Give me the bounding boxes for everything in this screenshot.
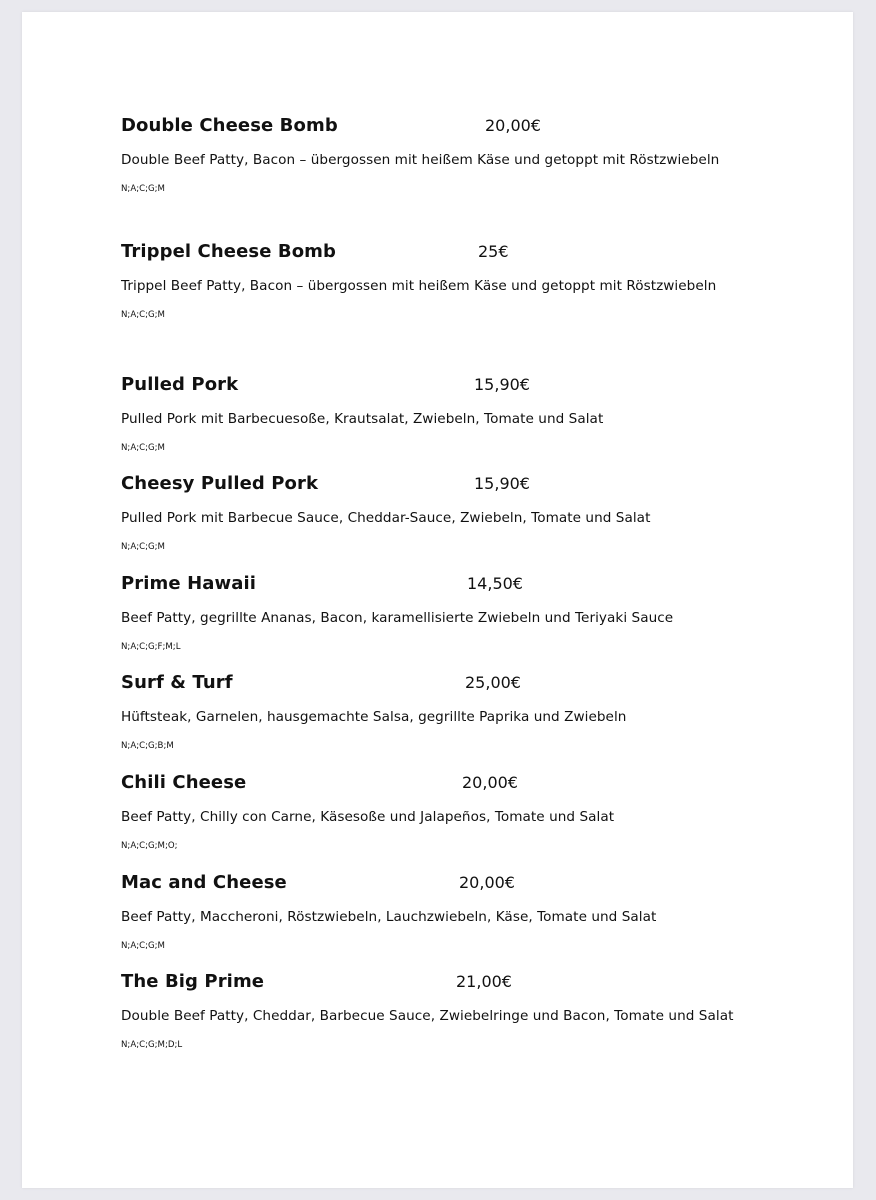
- item-description: Pulled Pork mit Barbecue Sauce, Cheddar-Sauce, Zwiebeln, Tomate und Salat: [121, 510, 651, 526]
- item-allergens: N;A;C;G;M: [121, 941, 165, 951]
- item-description: Trippel Beef Patty, Bacon – übergossen mit heißem Käse und getoppt mit Röstzwiebeln: [121, 278, 717, 294]
- item-name: Mac and Cheese: [121, 872, 287, 893]
- item-price: 21,00€: [456, 972, 512, 991]
- item-price: 20,00€: [462, 773, 518, 792]
- item-allergens: N;A;C;G;B;M: [121, 741, 174, 751]
- item-description: Double Beef Patty, Bacon – übergossen mit heißem Käse und getoppt mit Röstzwiebeln: [121, 152, 720, 168]
- item-description: Beef Patty, Maccheroni, Röstzwiebeln, Lauchzwiebeln, Käse, Tomate und Salat: [121, 909, 657, 925]
- item-name: Pulled Pork: [121, 374, 239, 395]
- item-allergens: N;A;C;G;M: [121, 184, 165, 194]
- menu-page: [22, 12, 853, 1188]
- item-allergens: N;A;C;G;M;D;L: [121, 1040, 183, 1050]
- item-name: Surf & Turf: [121, 672, 233, 693]
- item-description: Beef Patty, gegrillte Ananas, Bacon, karamellisierte Zwiebeln und Teriyaki Sauce: [121, 610, 674, 626]
- item-name: Prime Hawaii: [121, 573, 256, 594]
- item-description: Beef Patty, Chilly con Carne, Käsesoße und Jalapeños, Tomate und Salat: [121, 809, 615, 825]
- item-price: 15,90€: [474, 474, 530, 493]
- item-description: Pulled Pork mit Barbecuesoße, Krautsalat, Zwiebeln, Tomate und Salat: [121, 411, 604, 427]
- item-allergens: N;A;C;G;M;O;: [121, 841, 178, 851]
- item-price: 14,50€: [467, 574, 523, 593]
- item-price: 15,90€: [474, 375, 530, 394]
- item-allergens: N;A;C;G;M: [121, 443, 165, 453]
- item-name: Double Cheese Bomb: [121, 115, 338, 136]
- item-price: 25€: [478, 242, 509, 261]
- item-name: Trippel Cheese Bomb: [121, 241, 337, 262]
- item-price: 20,00€: [485, 116, 541, 135]
- item-price: 20,00€: [459, 873, 515, 892]
- item-price: 25,00€: [465, 673, 521, 692]
- item-name: The Big Prime: [121, 971, 265, 992]
- item-description: Hüftsteak, Garnelen, hausgemachte Salsa, gegrillte Paprika und Zwiebeln: [121, 709, 627, 725]
- item-name: Chili Cheese: [121, 772, 247, 793]
- item-allergens: N;A;C;G;M: [121, 542, 165, 552]
- item-name: Cheesy Pulled Pork: [121, 473, 319, 494]
- item-allergens: N;A;C;G;M: [121, 310, 165, 320]
- item-description: Double Beef Patty, Cheddar, Barbecue Sauce, Zwiebelringe und Bacon, Tomate und Salat: [121, 1008, 734, 1024]
- item-allergens: N;A;C;G;F;M;L: [121, 642, 181, 652]
